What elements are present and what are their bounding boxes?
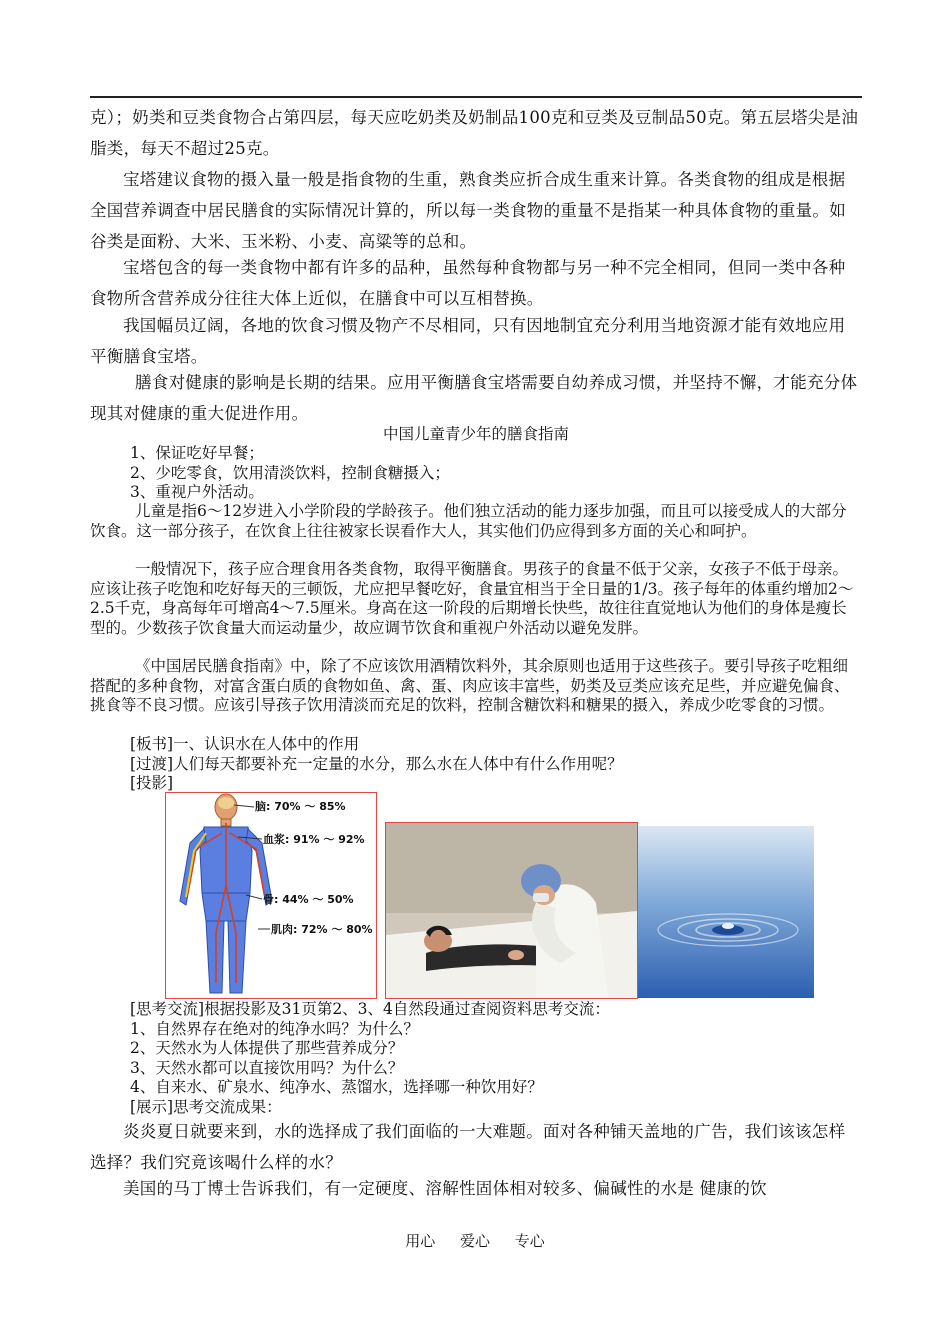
human-body-illustration (166, 793, 376, 998)
header-rule (90, 96, 862, 98)
paragraph-long-term: 膳食对健康的影响是长期的结果。应用平衡膳食宝塔需要自幼养成习惯，并坚持不懈，才能充分体现其对健康的重大促进作用。 (90, 373, 858, 423)
lesson-notes (90, 735, 862, 794)
svg-text:肌肉: 72% ～ 80%: 肌肉: 72% ～ 80% (271, 923, 373, 936)
showcase-note: [展示]思考交流成果： (130, 1097, 282, 1116)
footer-word: 用心 (405, 1232, 436, 1250)
label-range: 91% ～ 92% (293, 833, 365, 846)
question-item: 4、自来水、矿泉水、纯净水、蒸馏水，选择哪一种饮用好？ (130, 1078, 543, 1096)
paragraph-intake: 宝塔建议食物的摄入量一般是指食物的生重，熟食类应折合成生重来计算。各类食物的组成是根据全国营养调查中居民膳食的实际情况计算的，所以每一类食物的重量不是指某一种具体食物的重量。如谷类是面粉、大米、玉米粉、小麦、高粱等的总和。 (90, 170, 846, 251)
paragraph-substitution: 宝塔包含的每一类食物中都有许多的品种，虽然每种食物都与另一种不完全相同，但同一类中各种食物所含营养成分往往大体上近似，在膳食中可以互相替换。 (90, 258, 846, 308)
blackboard-note: [板书]一、认识水在人体中的作用 (130, 735, 360, 753)
guide-item: 2、少吃零食，饮用清淡饮料，控制食糖摄入； (130, 463, 450, 482)
svg-text:脑: 70% ～ 85%: 脑: 70% ～ 85% (255, 800, 346, 813)
footer-word: 爱心 (459, 1232, 490, 1250)
water-ripple-illustration (638, 826, 814, 998)
label-part: 肌肉 (271, 923, 293, 936)
nurse-patient-illustration (386, 823, 637, 998)
question-item: 1、自然界存在绝对的纯净水吗？为什么？ (130, 1019, 419, 1038)
label-range: 44% ～ 50% (282, 893, 354, 906)
svg-text:血浆: 91% ～ 92%: 血浆: 91% ～ 92% (263, 833, 365, 846)
label-range: 72% ～ 80% (301, 923, 373, 936)
label-range: 70% ～ 85% (274, 800, 346, 813)
svg-text:骨: 44% ～ 50%: 骨: 44% ～ 50% (263, 893, 354, 906)
projection-note: [投影] (130, 774, 174, 792)
paragraph-martin: 美国的马丁博士告诉我们，有一定硬度、溶解性固体相对较多、偏碱性的水是 健康的饮 (123, 1179, 767, 1198)
discussion-intro: [思考交流]根据投影及31页第2、3、4自然段通过查阅资料思考交流： (130, 1000, 610, 1018)
nurse-patient-photo (385, 822, 638, 999)
guide-item: 1、保证吃好早餐； (130, 444, 264, 462)
paragraph-pagoda-layers: 克）；奶类和豆类食物合占第四层，每天应吃奶类及奶制品100克和豆类及豆制品50克。第五层塔尖是油脂类，每天不超过25克。 (90, 108, 859, 158)
paragraph-local: 我国幅员辽阔，各地的饮食习惯及物产不尽相同，只有因地制宜充分利用当地资源才能有效地应用平衡膳食宝塔。 (90, 316, 846, 366)
discussion-block (90, 1000, 862, 1117)
guide-list (90, 444, 862, 503)
paragraph-children: 儿童是指6～12岁进入小学阶段的学龄孩子。他们独立活动的能力逐步加强，而且可以接受成人的大部分饮食。这一部分孩子，在饮食上往往被家长误看作大人，其实他们仍应得到多方面的关心和呵护。 (90, 502, 847, 540)
footer-word: 专心 (514, 1232, 545, 1250)
paragraph-summer-water: 炎炎夏日就要来到，水的选择成了我们面临的一大难题。面对各种铺天盖地的广告，我们该该怎样选择？我们究竟该喝什么样的水？ (90, 1122, 846, 1172)
paragraph-guidelines: 《中国居民膳食指南》中，除了不应该饮用酒精饮料外，其余原则也适用于这些孩子。要引导孩子吃粗细搭配的多种食物，对富含蛋白质的食物如鱼、禽、蛋、肉应该丰富些，奶类及豆类应该充足些，并应避免偏食、挑食等不良习惯。应该引导孩子饮用清淡而充足的饮料，控制含糖饮料和糖果的摄入，养成少吃零食的习惯。 (90, 657, 850, 714)
label-part: 脑 (255, 800, 266, 813)
paragraph-general: 一般情况下，孩子应合理食用各类食物，取得平衡膳食。男孩子的食量不低于父亲，女孩子不低于母亲。应该让孩子吃饱和吃好每天的三顿饭，尤应把早餐吃好，食量宜相当于全日量的1/3。孩子每年的体重约增加2～2.5千克，身高每年可增高4～7.5厘米。身高在这一阶段的后期增长快些，故往往直觉地认为他们的身体是瘦长型的。少数孩子饮食量大而运动量少，故应调节饮食和重视户外活动以避免发胖。 (90, 560, 854, 637)
body-water-figure (165, 792, 377, 999)
guide-item: 3、重视户外活动。 (130, 483, 264, 501)
water-drop-photo (638, 826, 814, 998)
label-part: 骨 (263, 893, 274, 906)
guide-title: 中国儿童青少年的膳食指南 (382, 425, 569, 443)
question-item: 2、天然水为人体提供了那些营养成分？ (130, 1039, 404, 1057)
page-footer (0, 1230, 950, 1251)
transition-note: [过渡]人们每天都要补充一定量的水分，那么水在人体中有什么作用呢？ (130, 754, 623, 773)
label-part: 血浆 (263, 833, 285, 846)
question-item: 3、天然水都可以直接饮用吗？为什么？ (130, 1058, 404, 1077)
